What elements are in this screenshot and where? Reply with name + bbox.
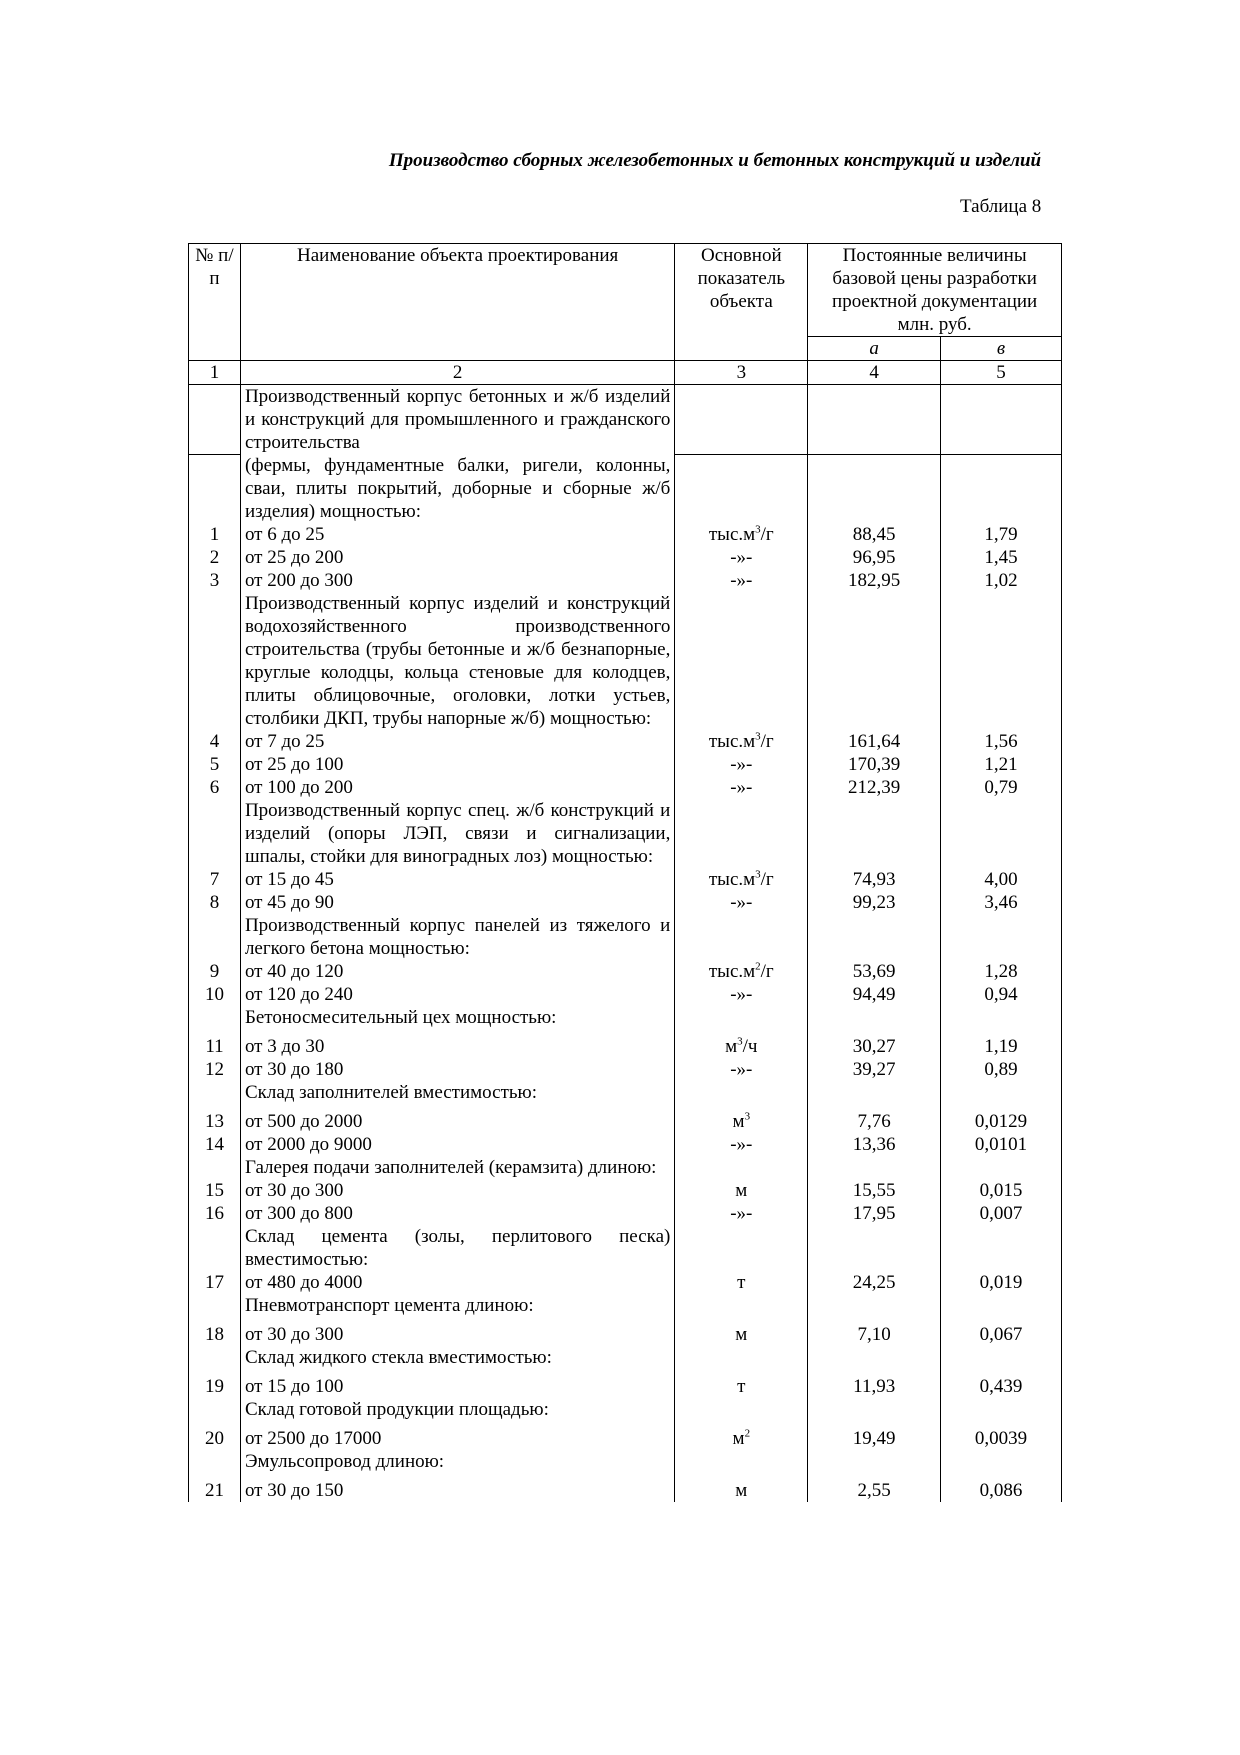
indicator-unit [675,891,808,914]
value-b: 0,067 [941,1323,1062,1346]
value-b: 1,79 [941,523,1062,546]
row-number: 1 [189,523,241,546]
col-number: 5 [941,361,1062,385]
unit-tail: /г [760,731,774,752]
indicator-unit [675,1323,808,1346]
table-row [189,891,1062,914]
header-a: а [808,337,941,361]
value-b-cell [941,1006,1062,1029]
value-b-cell [941,592,1062,730]
object-range: от 6 до 25 [240,523,674,546]
header-indicator: Основной показатель объекта [675,244,808,361]
object-range: от 30 до 150 [240,1479,674,1502]
unit-base: -»- [730,892,753,913]
table-row [189,1058,1062,1081]
group-heading-row [189,1398,1062,1421]
row-number-cell [189,1398,241,1421]
value-b: 1,56 [941,730,1062,753]
value-a-cell [808,914,941,960]
object-range: от 30 до 300 [240,1179,674,1202]
unit-exponent: 3 [755,523,761,536]
group-heading-row [189,385,1062,455]
unit-base: м [732,1111,745,1132]
value-b: 1,28 [941,960,1062,983]
group-heading: Производственный корпус изделий и конструкций водохозяйственного производственного строительства (трубы бетонные и ж/б безнапорные, круглые колодцы, кольца стеновые для колодцев, плиты облицовочные, оголовки, лотки устьев, столбики ДКП, трубы напорные ж/б) мощностью: [240,592,674,730]
row-number: 2 [189,546,241,569]
value-b: 1,19 [941,1035,1062,1058]
indicator-unit [675,776,808,799]
value-b-cell [941,914,1062,960]
indicator-cell [675,454,808,523]
value-a-cell [808,1346,941,1369]
row-number-cell [189,1156,241,1179]
unit-base: м [735,1480,748,1501]
unit-base: тыс.м [708,961,756,982]
table-row [189,1323,1062,1346]
object-range: от 2500 до 17000 [240,1427,674,1450]
group-heading-row [189,1225,1062,1271]
indicator-unit [675,753,808,776]
value-a-cell [808,1450,941,1473]
unit-exponent: 3 [737,1035,743,1048]
document-title: Производство сборных железобетонных и бетонных конструкций и изделий [388,150,1042,171]
value-b: 1,02 [941,569,1062,592]
indicator-cell [675,385,808,455]
group-heading: Склад цемента (золы, перлитового песка) вместимостью: [240,1225,674,1271]
value-b: 0,0101 [941,1133,1062,1156]
value-a-cell [808,385,941,455]
col-number: 1 [189,361,241,385]
object-range: от 30 до 180 [240,1058,674,1081]
row-number-cell [189,799,241,868]
value-a-cell [808,1225,941,1271]
group-heading: (фермы, фундаментные балки, ригели, колонны, сваи, плиты покрытий, доборные и сборные ж/б изделия) мощностью: [240,454,674,523]
unit-base: м [732,1428,745,1449]
unit-base: -»- [730,754,753,775]
indicator-cell [675,799,808,868]
value-a: 74,93 [808,868,941,891]
value-b: 0,0129 [941,1110,1062,1133]
value-a: 161,64 [808,730,941,753]
unit-base: т [737,1272,746,1293]
row-number-cell [189,1081,241,1104]
row-number: 6 [189,776,241,799]
object-range: от 40 до 120 [240,960,674,983]
unit-base: м [735,1180,748,1201]
unit-base: тыс.м [708,731,756,752]
indicator-cell [675,1398,808,1421]
value-a: 53,69 [808,960,941,983]
value-b-cell [941,1156,1062,1179]
value-b: 1,21 [941,753,1062,776]
indicator-unit [675,1202,808,1225]
group-heading-row [189,1294,1062,1317]
object-range: от 200 до 300 [240,569,674,592]
indicator-unit [675,1271,808,1294]
object-range: от 25 до 100 [240,753,674,776]
indicator-cell [675,1346,808,1369]
row-number-cell [189,592,241,730]
group-heading: Производственный корпус спец. ж/б конструкций и изделий (опоры ЛЭП, связи и сигнализации, шпалы, стойки для виноградных лоз) мощностью: [240,799,674,868]
unit-exponent: 2 [744,1427,751,1440]
row-number: 4 [189,730,241,753]
table-number: Таблица 8 [960,196,1042,217]
value-a: 170,39 [808,753,941,776]
unit-base: -»- [730,570,753,591]
table-row [189,1427,1062,1450]
value-b-cell [941,799,1062,868]
object-range: от 100 до 200 [240,776,674,799]
indicator-unit [675,569,808,592]
table-row [189,1479,1062,1502]
object-range: от 45 до 90 [240,891,674,914]
indicator-cell [675,592,808,730]
value-a-cell [808,1081,941,1104]
value-b-cell [941,1346,1062,1369]
indicator-unit [675,1375,808,1398]
row-number: 3 [189,569,241,592]
indicator-cell [675,1156,808,1179]
object-range: от 7 до 25 [240,730,674,753]
group-heading: Галерея подачи заполнителей (керамзита) длиною: [240,1156,674,1179]
object-range: от 25 до 200 [240,546,674,569]
table-row [189,1179,1062,1202]
group-heading-row [189,454,1062,523]
value-b: 3,46 [941,891,1062,914]
col-number: 3 [675,361,808,385]
unit-base: -»- [730,777,753,798]
unit-base: -»- [730,984,753,1005]
table-row [189,523,1062,546]
row-number: 18 [189,1323,241,1346]
indicator-unit [675,1133,808,1156]
value-a: 13,36 [808,1133,941,1156]
table-row [189,1202,1062,1225]
group-heading-row [189,1450,1062,1473]
object-range: от 15 до 45 [240,868,674,891]
row-number: 7 [189,868,241,891]
indicator-unit [675,546,808,569]
table-row [189,983,1062,1006]
indicator-cell [675,1006,808,1029]
header-name: Наименование объекта проектирования [240,244,674,361]
value-b: 0,015 [941,1179,1062,1202]
value-a: 99,23 [808,891,941,914]
table-body [189,385,1062,1503]
indicator-unit [675,1427,808,1450]
value-b-cell [941,385,1062,455]
value-a-cell [808,454,941,523]
row-number: 13 [189,1110,241,1133]
indicator-cell [675,1450,808,1473]
col-number: 2 [240,361,674,385]
value-b: 0,086 [941,1479,1062,1502]
row-number: 21 [189,1479,241,1502]
row-number-cell [189,385,241,455]
row-number-cell [189,1450,241,1473]
indicator-unit [675,1110,808,1133]
indicator-unit [675,1035,808,1058]
row-number: 14 [189,1133,241,1156]
value-a: 212,39 [808,776,941,799]
table-row [189,1110,1062,1133]
unit-exponent: 3 [744,1110,751,1123]
table-row [189,1271,1062,1294]
table-row [189,960,1062,983]
row-number: 20 [189,1427,241,1450]
value-b: 0,007 [941,1202,1062,1225]
value-b-cell [941,1225,1062,1271]
price-table [188,243,1062,1502]
table-row [189,1133,1062,1156]
unit-base: м [735,1324,748,1345]
indicator-cell [675,1225,808,1271]
table-row [189,1035,1062,1058]
value-a: 24,25 [808,1271,941,1294]
row-number-cell [189,454,241,523]
object-range: от 15 до 100 [240,1375,674,1398]
row-number: 10 [189,983,241,1006]
table-row [189,569,1062,592]
group-heading: Склад жидкого стекла вместимостью: [240,1346,674,1369]
unit-base: м [725,1036,738,1057]
object-range: от 120 до 240 [240,983,674,1006]
unit-base: -»- [730,1134,753,1155]
object-range: от 2000 до 9000 [240,1133,674,1156]
object-range: от 30 до 300 [240,1323,674,1346]
table-row [189,776,1062,799]
value-b-cell [941,1081,1062,1104]
indicator-unit [675,1058,808,1081]
row-number: 17 [189,1271,241,1294]
value-b: 0,0039 [941,1427,1062,1450]
value-b: 0,79 [941,776,1062,799]
indicator-unit [675,730,808,753]
col-number: 4 [808,361,941,385]
row-number: 19 [189,1375,241,1398]
indicator-unit [675,1179,808,1202]
object-range: от 300 до 800 [240,1202,674,1225]
table-row [189,730,1062,753]
table-row [189,1375,1062,1398]
value-a-cell [808,592,941,730]
group-heading: Бетоносмесительный цех мощностью: [240,1006,674,1029]
value-b-cell [941,1398,1062,1421]
indicator-cell [675,1081,808,1104]
indicator-unit [675,523,808,546]
row-number: 15 [189,1179,241,1202]
row-number-cell [189,914,241,960]
group-heading-row [189,1156,1062,1179]
value-b-cell [941,1294,1062,1317]
header-price: Постоянные величины базовой цены разработки проектной документации млн. руб. [808,244,1062,337]
value-b: 4,00 [941,868,1062,891]
row-number: 12 [189,1058,241,1081]
indicator-unit [675,960,808,983]
value-a: 7,10 [808,1323,941,1346]
indicator-unit [675,1479,808,1502]
unit-base: -»- [730,547,753,568]
group-heading-row [189,1006,1062,1029]
group-heading: Склад заполнителей вместимостью: [240,1081,674,1104]
value-a-cell [808,1156,941,1179]
value-a: 17,95 [808,1202,941,1225]
unit-base: тыс.м [708,869,756,890]
value-b: 0,019 [941,1271,1062,1294]
row-number-cell [189,1225,241,1271]
value-a-cell [808,1398,941,1421]
unit-exponent: 2 [755,960,761,973]
object-range: от 3 до 30 [240,1035,674,1058]
value-a: 11,93 [808,1375,941,1398]
unit-base: -»- [730,1203,753,1224]
value-b: 0,439 [941,1375,1062,1398]
indicator-unit [675,868,808,891]
value-a: 94,49 [808,983,941,1006]
value-a: 96,95 [808,546,941,569]
unit-tail: /г [760,961,774,982]
unit-tail: /ч [742,1036,758,1057]
unit-base: -»- [730,1059,753,1080]
row-number-cell [189,1006,241,1029]
value-a: 88,45 [808,523,941,546]
group-heading: Эмульсопровод длиною: [240,1450,674,1473]
group-heading: Производственный корпус панелей из тяжелого и легкого бетона мощностью: [240,914,674,960]
value-a-cell [808,1006,941,1029]
group-heading: Производственный корпус бетонных и ж/б изделий и конструкций для промышленного и гражданского строительства [240,385,674,455]
value-a: 182,95 [808,569,941,592]
header-b: в [941,337,1062,361]
indicator-cell [675,1294,808,1317]
value-a: 15,55 [808,1179,941,1202]
group-heading: Склад готовой продукции площадью: [240,1398,674,1421]
value-a: 30,27 [808,1035,941,1058]
object-range: от 500 до 2000 [240,1110,674,1133]
table-row [189,546,1062,569]
object-range: от 480 до 4000 [240,1271,674,1294]
row-number-cell [189,1294,241,1317]
row-number: 5 [189,753,241,776]
unit-exponent: 3 [755,730,761,743]
unit-tail: /г [760,524,774,545]
indicator-unit [675,983,808,1006]
value-a-cell [808,1294,941,1317]
value-a-cell [808,799,941,868]
group-heading-row [189,1346,1062,1369]
value-a: 2,55 [808,1479,941,1502]
unit-exponent: 3 [755,868,761,881]
row-number: 16 [189,1202,241,1225]
value-a: 7,76 [808,1110,941,1133]
unit-base: т [737,1376,746,1397]
value-a: 39,27 [808,1058,941,1081]
group-heading-row [189,799,1062,868]
unit-base: тыс.м [708,524,756,545]
value-b: 0,94 [941,983,1062,1006]
group-heading: Пневмотранспорт цемента длиною: [240,1294,674,1317]
value-b-cell [941,1450,1062,1473]
group-heading-row [189,592,1062,730]
value-b-cell [941,454,1062,523]
table-row [189,868,1062,891]
group-heading-row [189,914,1062,960]
row-number: 8 [189,891,241,914]
unit-tail: /г [760,869,774,890]
row-number: 9 [189,960,241,983]
value-b: 1,45 [941,546,1062,569]
value-a: 19,49 [808,1427,941,1450]
row-number-cell [189,1346,241,1369]
header-num: № п/п [189,244,241,361]
indicator-cell [675,914,808,960]
row-number: 11 [189,1035,241,1058]
value-b: 0,89 [941,1058,1062,1081]
table-row [189,753,1062,776]
group-heading-row [189,1081,1062,1104]
